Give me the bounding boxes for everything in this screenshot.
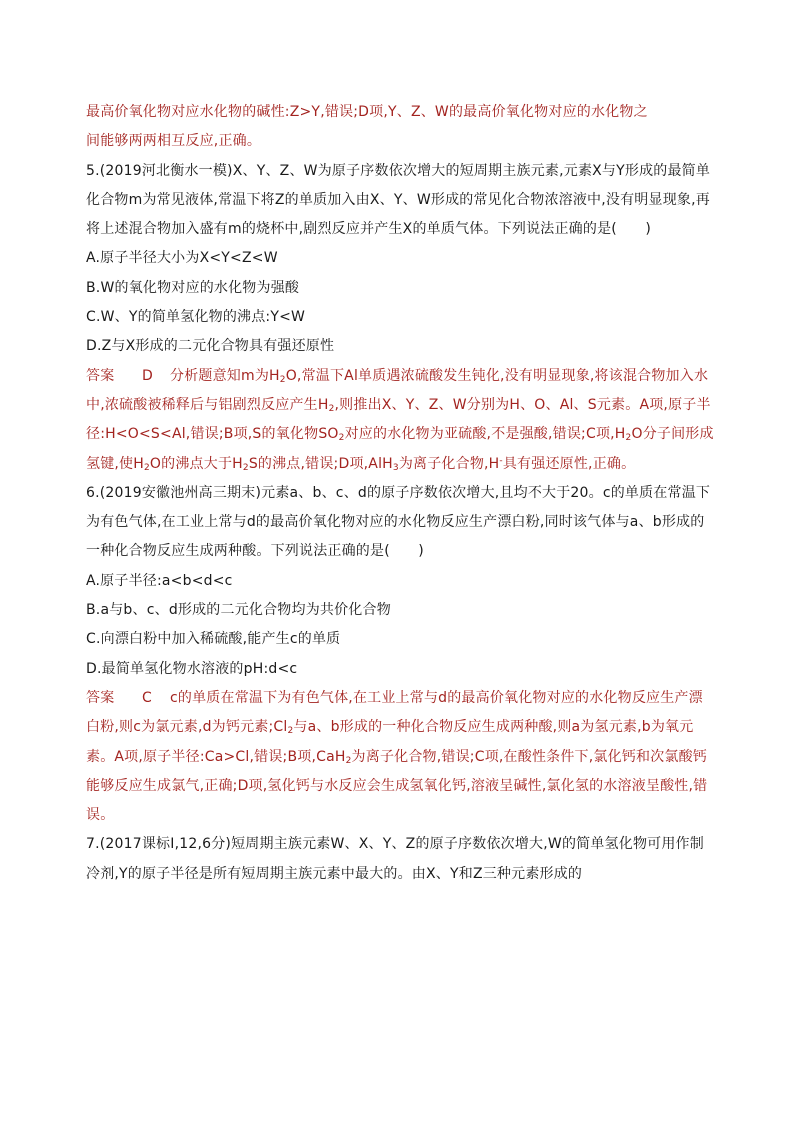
subscript: 2 xyxy=(328,403,335,414)
subscript: 3 xyxy=(392,462,399,473)
question-5-source: (2019河北衡水一模) xyxy=(99,162,233,179)
question-7-text: 短周期主族元素W、X、Y、Z的原子序数依次增大,W的简单氢化物可用作制冷剂,Y的原子半径是所有短周期主族元素中最大的。由X、Y和Z三种元素形成的 xyxy=(86,836,704,882)
question-6-text: 元素a、b、c、d的原子序数依次增大,且均不大于20。c的单质在常温下为有色气体,在工业上常与d的最高价氧化物对应的水化物反应生产漂白粉,同时该气体与a、b形成的一种化合物反应生成两种酸。下列说法正确的是( ) xyxy=(86,484,711,560)
subscript: 2 xyxy=(345,755,352,766)
answer-text: 分析题意知m为H xyxy=(170,367,280,384)
question-5-option-d: D.Z与X形成的二元化合物具有强还原性 xyxy=(86,338,335,355)
answer-text: 具有强还原性,正确。 xyxy=(502,455,636,472)
answer-key: D xyxy=(142,367,153,384)
answer-text: 为离子化合物,错误;C项,在酸性条件下,氯化钙和次氯酸钙能够反应生成氯气,正确;D项,氢化钙与水反应会生成氢氧化钙,溶液呈碱性,氯化氢的水溶液呈酸性,错误。 xyxy=(86,748,708,824)
answer-text: 为离子化合物,H xyxy=(398,455,500,472)
subscript: 2 xyxy=(287,726,294,737)
question-6-option-a: A.原子半径:a<b<d<c xyxy=(86,572,233,589)
superscript: - xyxy=(499,455,503,466)
document-content xyxy=(86,98,716,889)
question-6-option-c: C.向漂白粉中加入稀硫酸,能产生c的单质 xyxy=(86,631,341,648)
question-6-option-b: B.a与b、c、d形成的二元化合物均为共价化合物 xyxy=(86,602,391,619)
subscript: 2 xyxy=(279,374,286,385)
question-6-number: 6. xyxy=(86,484,100,501)
answer-text: O,常温下Al单质遇浓硫酸发生钝化,没有明显现象,将该混合物加入水中,浓硫酸被稀释后与铝剧烈反应产生H xyxy=(86,367,709,413)
question-5-answer xyxy=(86,362,716,479)
question-7-stem xyxy=(86,830,716,889)
question-5-option-b: B.W的氧化物对应的水化物为强酸 xyxy=(86,279,300,296)
question-7-source: (2017课标Ⅰ,12,6分) xyxy=(99,836,232,853)
answer-key: C xyxy=(142,689,152,706)
question-5-option-a: A.原子半径大小为X<Y<Z<W xyxy=(86,250,278,267)
answer-text: O的沸点大于H xyxy=(149,455,243,472)
question-6-option-d: D.最简单氢化物水溶液的pH:d<c xyxy=(86,660,298,677)
prev-answer-line-1: 最高价氧化物对应水化物的碱性:Z>Y,错误;D项,Y、Z、W的最高价氧化物对应的水化物之 xyxy=(86,104,648,120)
subscript: 2 xyxy=(242,462,249,473)
subscript: 2 xyxy=(625,433,632,444)
answer-text: S的沸点,错误;D项,AlH xyxy=(248,455,393,472)
question-5-number: 5. xyxy=(86,162,100,179)
answer-text: 与a、b形成的一种化合物反应生成两种酸,则a为氢元素,b为氧元素。A项,原子半径:Ca>Cl,错误;B项,CaH xyxy=(86,719,694,765)
subscript: 2 xyxy=(143,462,150,473)
question-6-source: (2019安徽池州高三期末) xyxy=(99,484,262,501)
question-6-answer xyxy=(86,684,716,830)
question-5-text: X、Y、Z、W为原子序数依次增大的短周期主族元素,元素X与Y形成的最简单化合物m为常见液体,常温下将Z的单质加入由X、Y、W形成的常见化合物浓溶液中,没有明显现象,再将上述混合物加入盛有m的烧杯中,剧烈反应并产生X的单质气体。下列说法正确的是( ) xyxy=(86,162,711,238)
question-6-stem xyxy=(86,479,716,567)
question-7-number: 7. xyxy=(86,836,100,853)
answer-label: 答案 xyxy=(86,367,115,384)
answer-text: c的单质在常温下为有色气体,在工业上常与d的最高价氧化物对应的水化物反应生产漂白粉,则c为氯元素,d为钙元素;Cl xyxy=(86,689,703,736)
prev-answer-continuation xyxy=(86,98,716,157)
answer-text: 对应的水化物为亚硫酸,不是强酸,错误;C项,H xyxy=(344,426,626,443)
answer-text: ,则推出X、Y、Z、W分别为H、O、Al、S元素。A项,原子半径:H<O<S<Al,错误;B项,S的氧化物SO xyxy=(86,396,711,443)
subscript: 2 xyxy=(338,433,345,444)
prev-answer-line-2: 间能够两两相互反应,正确。 xyxy=(86,133,262,150)
question-5-stem xyxy=(86,157,716,245)
answer-text: O分子间形成氢键,使H xyxy=(86,426,714,472)
answer-label: 答案 xyxy=(86,689,115,706)
question-5-option-c: C.W、Y的简单氢化物的沸点:Y<W xyxy=(86,309,306,326)
